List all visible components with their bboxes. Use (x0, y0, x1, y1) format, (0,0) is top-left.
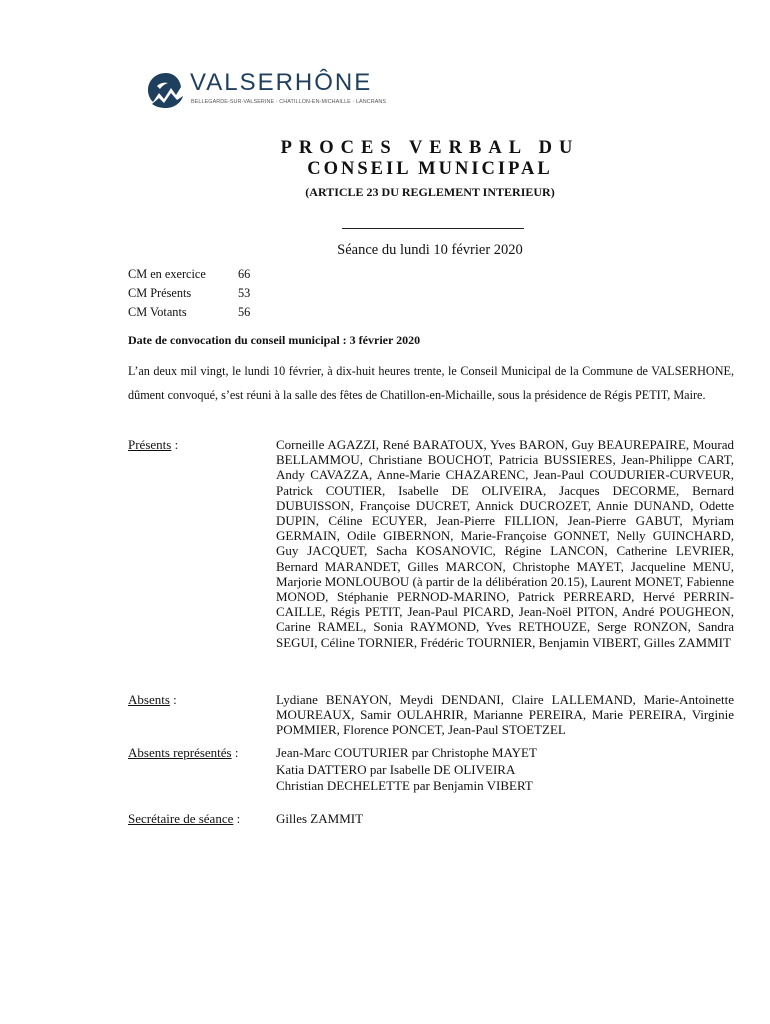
presents-list: Corneille AGAZZI, René BARATOUX, Yves BARON, Guy BEAUREPAIRE, Mourad BELLAMMOU, Christiane BOUCHOT, Patricia BUSSIERES, Jean-Philippe CART, Andy CAVAZZA, Anne-Marie CHAZARENC, Jean-Paul COUDURIER-CURVEUR, Patrick COUTIER, Isabelle DE OLIVEIRA, Jacques DECORME, Bernard DUBUISSON, Françoise DUCRET, Annick DUCROZET, Annie DUNAND, Odette DUPIN, Céline ECUYER, Jean-Pierre FILLION, Jean-Pierre GABUT, Myriam GERMAIN, Odile GIBERNON, Marie-Françoise GONNET, Nelly GUINCHARD, Guy JACQUET, Sacha KOSANOVIC, Régine LANCON, Catherine LEVRIER, Bernard MARANDET, Gilles MARCON, Christophe MAYET, Jacqueline MENU, Marjorie MONLOUBOU (à partir de la délibération 20.15), Laurent MONET, Fabienne MONOD, Stéphanie PERNOD-MARINO, Patrick PERREARD, Hervé PERRIN-CAILLE, Régis PETIT, Jean-Paul PICARD, Jean-Noël PITON, André POUGHEON, Carine RAMEL, Sonia RAYMOND, Yves RETHOUZE, Serge RONZON, Sandra SEGUI, Céline TORNIER, Frédéric TOURNIER, Benjamin VIBERT, Gilles ZAMMIT (276, 437, 734, 650)
stat-row-exercice (128, 265, 250, 284)
convocation-date: Date de convocation du conseil municipal : 3 février 2020 (128, 333, 421, 347)
absents-list: Lydiane BENAYON, Meydi DENDANI, Claire LALLEMAND, Marie-Antoinette MOUREAUX, Samir OULAHRIR, Marianne PEREIRA, Marie PEREIRA, Virginie POMMIER, Florence PONCET, Jean-Paul STOETZEL (276, 692, 734, 738)
stat-label: CM Présents (128, 286, 192, 300)
seance-date: Séance du lundi 10 février 2020 (337, 242, 523, 258)
absents-label: Absents : (128, 692, 177, 707)
presents-label: Présents : (128, 437, 179, 452)
document-subtitle: (ARTICLE 23 DU REGLEMENT INTERIEUR) (305, 185, 555, 199)
stat-label: CM en exercice (128, 267, 206, 281)
proxy-line: Jean-Marc COUTURIER par Christophe MAYET (276, 745, 537, 760)
valserhone-logo-icon (146, 71, 186, 109)
proxy-line: Christian DECHELETTE par Benjamin VIBERT (276, 778, 533, 793)
secretaire-label: Secrétaire de séance : (128, 811, 241, 826)
logo-tagline: BELLEGARDE-SUR-VALSERINE · CHATILLON-EN-MICHAILLE · LANCRANS (191, 99, 387, 105)
intro-paragraph: L’an deux mil vingt, le lundi 10 février, à dix-huit heures trente, le Conseil Municipal de la Commune de VALSERHONE, dûment convoqué, s’est réuni à la salle des fêtes de Chatillon-en-Michaille, sous la présidence de Régis PETIT, Maire. (128, 364, 734, 402)
absents-representes-label: Absents représentés : (128, 745, 239, 760)
divider (342, 228, 524, 229)
council-stats (128, 265, 250, 322)
absents-representes-list (276, 745, 734, 795)
stat-label: CM Votants (128, 305, 187, 319)
logo-wordmark: VALSERHÔNE (190, 69, 373, 96)
stat-value: 66 (238, 267, 251, 281)
stat-row-votants (128, 303, 250, 322)
stat-value: 56 (238, 305, 251, 319)
valserhone-logo (146, 69, 387, 109)
document-title-line1: PROCES VERBAL DU (280, 138, 580, 158)
stat-row-presents (128, 284, 250, 303)
document-title-line2: CONSEIL MUNICIPAL (307, 159, 553, 179)
proxy-line: Katia DATTERO par Isabelle DE OLIVEIRA (276, 761, 516, 777)
stat-value: 53 (238, 286, 251, 300)
secretaire-name: Gilles ZAMMIT (276, 811, 364, 826)
